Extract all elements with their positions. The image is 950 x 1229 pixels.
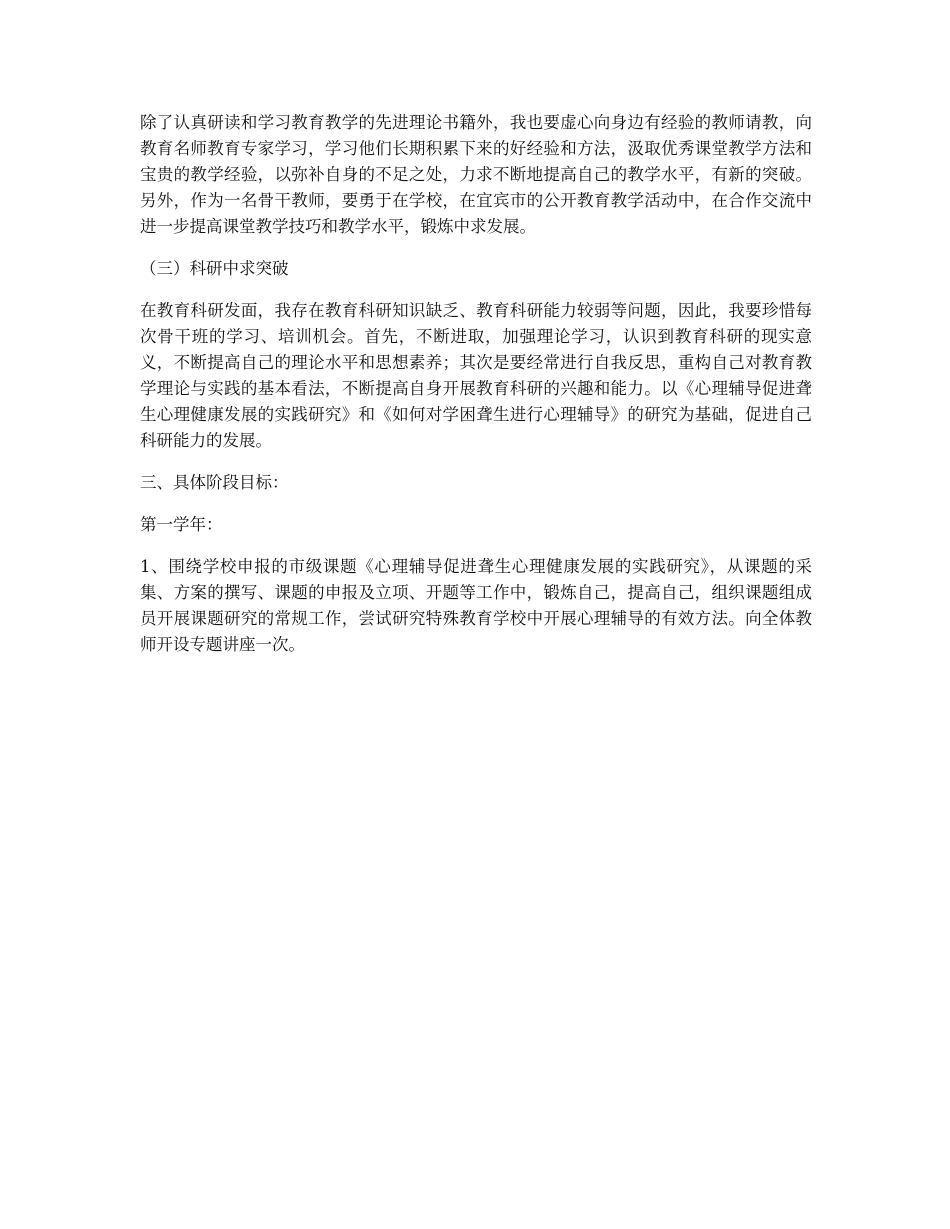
paragraph-research-plan: 在教育科研发面，我存在教育科研知识缺乏、教育科研能力较弱等问题，因此，我要珍惜每次骨干班的学习、培训机会。首先，不断进取，加强理论学习，认识到教育科研的现实意义，不断提高自己的理论水平和思想素养；其次是要经常进行自我反思，重构自己对教育教学理论与实践的基本看法，不断提高自身开展教育科研的兴趣和能力。以《心理辅导促进聋生心理健康发展的实践研究》和《如何对学困聋生进行心理辅导》的研究为基础，促进自己科研能力的发展。 [140, 301, 812, 450]
section-heading-research: （三）科研中求突破 [140, 259, 289, 278]
paragraph-learning-from-experts: 除了认真研读和学习教育教学的先进理论书籍外，我也要虚心向身边有经验的教师请教，向教育名师教育专家学习，学习他们长期积累下来的好经验和方法，汲取优秀课堂教学方法和宝贵的教学经验，以弥补自身的不足之处，力求不断地提高自己的教学水平，有新的突破。另外，作为一名骨干教师，要勇于在学校，在宜宾市的公开教育教学活动中，在合作交流中进一步提高课堂教学技巧和教学水平，锻炼中求发展。 [140, 113, 812, 236]
section-heading-stage-goals: 三、具体阶段目标： [140, 473, 289, 492]
document-body [140, 110, 812, 674]
subheading-first-year: 第一学年： [140, 515, 223, 534]
paragraph-first-year-goal-1: 1、围绕学校申报的市级课题《心理辅导促进聋生心理健康发展的实践研究》，从课题的采集、方案的撰写、课题的申报及立项、开题等工作中，锻炼自己，提高自己，组织课题组成员开展课题研究的常规工作，尝试研究特殊教育学校中开展心理辅导的有效方法。向全体教师开设专题讲座一次。 [140, 557, 812, 654]
